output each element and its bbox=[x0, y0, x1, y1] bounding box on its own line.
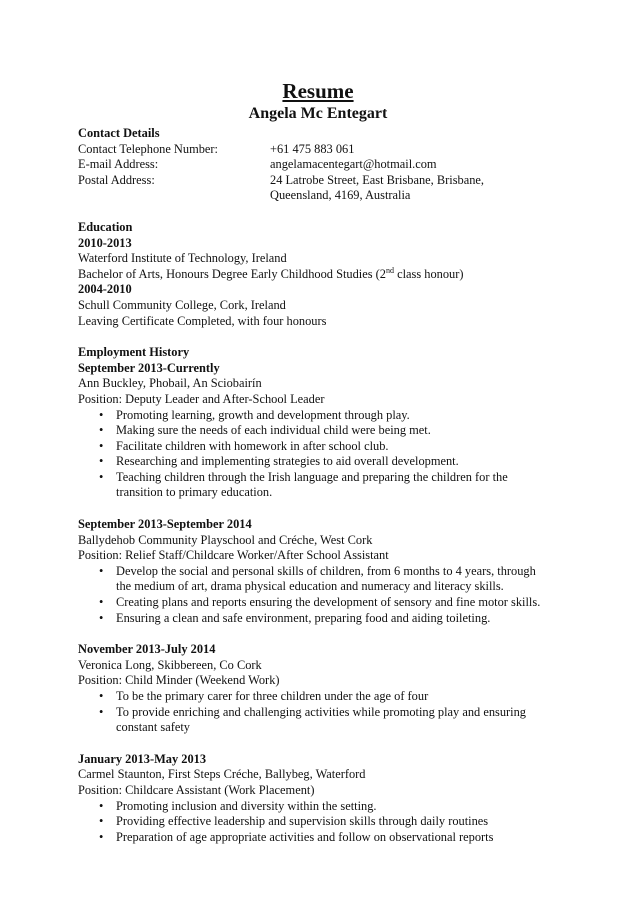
job-position: Position: Childcare Assistant (Work Placement) bbox=[78, 782, 315, 797]
bullet-icon: • bbox=[99, 469, 104, 484]
job-employer: Veronica Long, Skibbereen, Co Cork bbox=[78, 657, 262, 672]
job-entry bbox=[78, 642, 558, 736]
contact-row bbox=[78, 157, 558, 173]
bullet-icon: • bbox=[99, 407, 104, 422]
contact-label: Contact Telephone Number: bbox=[78, 141, 218, 156]
contact-heading: Contact Details bbox=[78, 126, 160, 140]
bullet-icon: • bbox=[99, 423, 104, 438]
contact-value: Queensland, 4169, Australia bbox=[270, 188, 411, 203]
bullet-icon: • bbox=[99, 798, 104, 813]
page-title: Resume bbox=[282, 79, 354, 103]
education-award: Leaving Certificate Completed, with four honours bbox=[78, 313, 327, 328]
duty-text: transition to primary education. bbox=[116, 485, 273, 500]
job-employer: Ann Buckley, Phobail, An Sciobairín bbox=[78, 376, 262, 391]
duty-item bbox=[78, 689, 558, 705]
award-text-end: class honour) bbox=[394, 266, 464, 281]
bullet-icon: • bbox=[99, 438, 104, 453]
duty-item bbox=[78, 408, 558, 424]
education-institution: Waterford Institute of Technology, Ireland bbox=[78, 251, 287, 266]
duty-item bbox=[78, 470, 558, 501]
duty-text: Ensuring a clean and safe environment, preparing food and aiding toileting. bbox=[116, 610, 491, 625]
duty-item bbox=[78, 423, 558, 439]
job-position: Position: Deputy Leader and After-School Leader bbox=[78, 391, 325, 406]
duty-text: To be the primary carer for three children under the age of four bbox=[116, 689, 429, 703]
contact-value: angelamacentegart@hotmail.com bbox=[270, 157, 437, 172]
employment-heading: Employment History bbox=[78, 345, 190, 360]
bullet-icon: • bbox=[99, 610, 104, 625]
duty-item bbox=[78, 705, 558, 736]
duty-item bbox=[78, 830, 558, 846]
job-employer: Ballydehob Community Playschool and Créche, West Cork bbox=[78, 532, 373, 547]
duty-text: Promoting learning, growth and development through play. bbox=[116, 407, 410, 422]
applicant-name: Angela Mc Entegart bbox=[248, 105, 388, 122]
job-dates: September 2013-September 2014 bbox=[78, 517, 252, 532]
education-heading: Education bbox=[78, 219, 133, 234]
contact-section bbox=[78, 126, 558, 204]
bullet-icon: • bbox=[99, 563, 104, 578]
education-institution: Schull Community College, Cork, Ireland bbox=[78, 297, 286, 312]
duty-text: the medium of art, drama physical education and numeracy and literacy skills. bbox=[116, 579, 504, 594]
duty-text: Facilitate children with homework in after school club. bbox=[116, 438, 389, 453]
contact-rows bbox=[78, 142, 558, 204]
job-dates: January 2013-May 2013 bbox=[78, 751, 207, 766]
duty-item bbox=[78, 595, 558, 611]
education-award bbox=[78, 267, 558, 283]
duty-text: Promoting inclusion and diversity within the setting. bbox=[116, 798, 377, 813]
job-employer: Carmel Staunton, First Steps Créche, Ballybeg, Waterford bbox=[78, 767, 366, 782]
duties-list bbox=[78, 564, 558, 626]
duty-item bbox=[78, 799, 558, 815]
bullet-icon: • bbox=[99, 814, 104, 829]
bullet-icon: • bbox=[99, 829, 104, 844]
duty-text: Making sure the needs of each individual child were being met. bbox=[116, 423, 431, 438]
duties-list bbox=[78, 799, 558, 846]
resume-page bbox=[78, 78, 558, 845]
duties-list bbox=[78, 689, 558, 736]
job-entry bbox=[78, 517, 558, 626]
job-position: Position: Child Minder (Weekend Work) bbox=[78, 673, 280, 688]
contact-label: E-mail Address: bbox=[78, 157, 159, 172]
job-dates: September 2013-Currently bbox=[78, 360, 220, 375]
contact-label bbox=[78, 188, 270, 204]
duty-item bbox=[78, 564, 558, 595]
bullet-icon: • bbox=[99, 454, 104, 469]
duty-text: Creating plans and reports ensuring the development of sensory and fine motor skills. bbox=[116, 595, 541, 610]
duty-text: Preparation of age appropriate activities and follow on observational reports bbox=[116, 829, 494, 844]
award-superscript: nd bbox=[386, 265, 394, 275]
contact-row bbox=[78, 188, 558, 204]
bullet-icon: • bbox=[99, 689, 104, 703]
bullet-icon: • bbox=[99, 704, 104, 719]
education-dates: 2004-2010 bbox=[78, 282, 132, 297]
job-dates: November 2013-July 2014 bbox=[78, 642, 216, 657]
job-entry bbox=[78, 361, 558, 501]
duties-list bbox=[78, 408, 558, 502]
contact-value: 24 Latrobe Street, East Brisbane, Brisbane, bbox=[270, 172, 485, 187]
job-entry bbox=[78, 752, 558, 846]
education-section bbox=[78, 220, 558, 329]
contact-row bbox=[78, 142, 558, 158]
job-position: Position: Relief Staff/Childcare Worker/After School Assistant bbox=[78, 548, 389, 563]
duty-text: Providing effective leadership and supervision skills through daily routines bbox=[116, 814, 489, 829]
contact-label: Postal Address: bbox=[78, 172, 155, 187]
duty-item bbox=[78, 439, 558, 455]
duty-text: Researching and implementing strategies to aid overall development. bbox=[116, 454, 459, 469]
employment-section bbox=[78, 345, 558, 845]
duty-item bbox=[78, 611, 558, 627]
duty-text: constant safety bbox=[116, 720, 190, 735]
contact-value: +61 475 883 061 bbox=[270, 141, 355, 156]
education-dates: 2010-2013 bbox=[78, 235, 132, 250]
bullet-icon: • bbox=[99, 595, 104, 610]
duty-text: Teaching children through the Irish language and preparing the children for the bbox=[116, 469, 508, 484]
duty-item bbox=[78, 814, 558, 830]
award-text: Bachelor of Arts, Honours Degree Early Childhood Studies (2 bbox=[78, 266, 386, 281]
contact-row bbox=[78, 173, 558, 189]
job-list bbox=[78, 361, 558, 846]
duty-item bbox=[78, 454, 558, 470]
duty-text: Develop the social and personal skills of children, from 6 months to 4 years, through bbox=[116, 563, 536, 578]
duty-text: To provide enriching and challenging activities while promoting play and ensuring bbox=[116, 704, 526, 719]
